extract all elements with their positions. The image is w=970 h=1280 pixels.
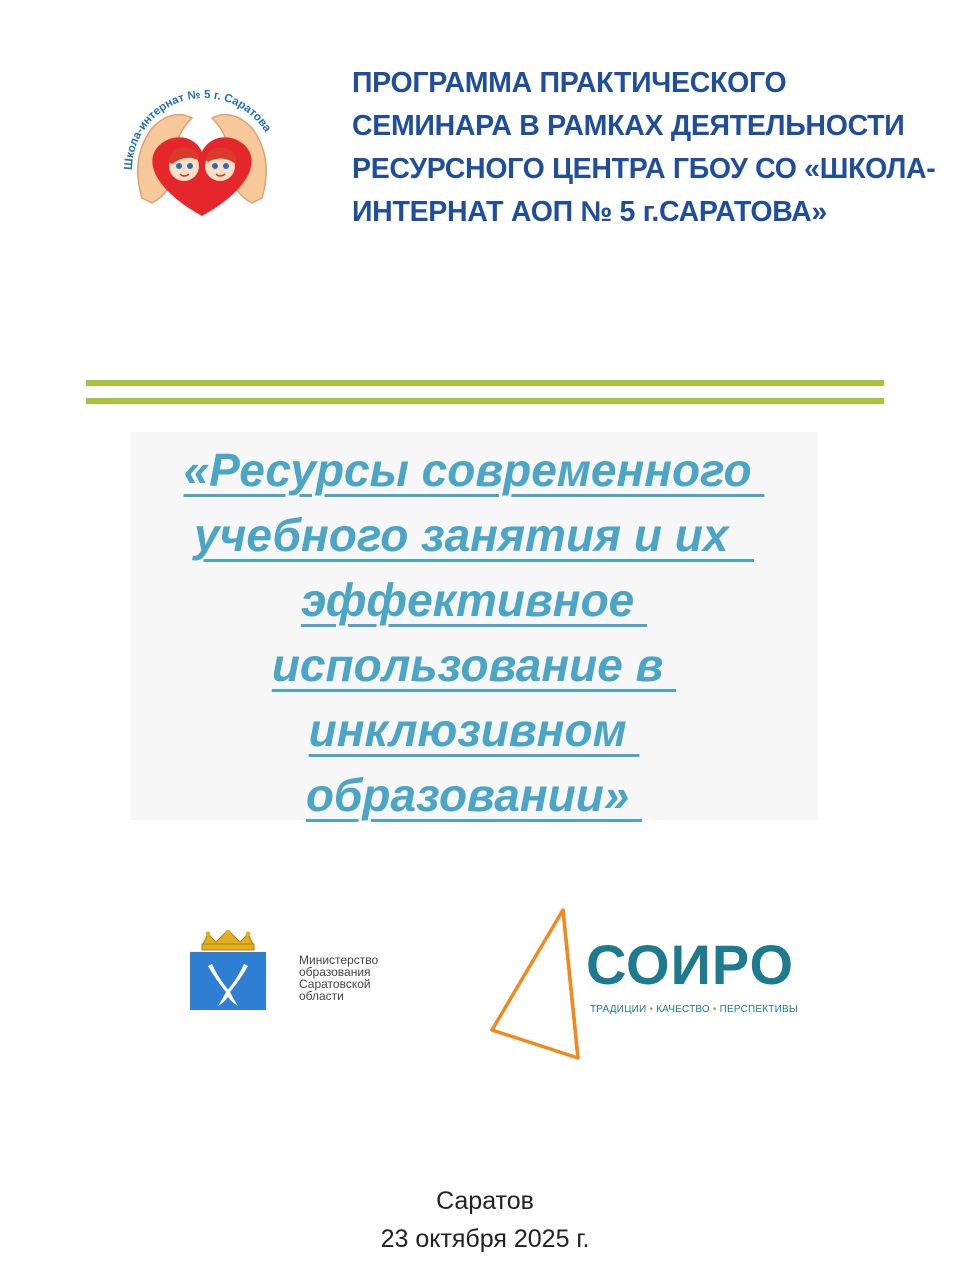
header-title-line: РЕСУРСНОГО ЦЕНТРА ГБОУ СО «ШКОЛА-	[352, 153, 936, 185]
slogan-dot-icon: •	[712, 1004, 720, 1015]
header-title-line: СЕМИНАРА В РАМКАХ ДЕЯТЕЛЬНОСТИ	[352, 110, 905, 142]
footer-date: 23 октября 2025 г.	[380, 1225, 590, 1253]
seminar-title-line: инклюзивном	[308, 704, 640, 756]
seminar-title-line: образовании»	[305, 769, 643, 821]
seminar-title-line: использование в	[271, 639, 677, 691]
divider-line	[86, 380, 884, 386]
seminar-title	[130, 438, 818, 828]
soiro-slogan	[590, 1004, 798, 1016]
slogan-dot-icon: •	[649, 1004, 657, 1015]
soiro-slogan-word: ПЕРСПЕКТИВЫ	[719, 1004, 798, 1015]
ministry-name-line: Саратовской	[299, 977, 371, 991]
school-logo	[112, 78, 292, 228]
header-title-line: ПРОГРАММА ПРАКТИЧЕСКОГО	[352, 67, 787, 99]
header-title-line: ИНТЕРНАТ АОП № 5 г.САРАТОВА»	[352, 196, 827, 228]
soiro-pyramid-icon	[488, 906, 598, 1064]
soiro-slogan-word: КАЧЕСТВО	[656, 1004, 710, 1015]
ministry-name-line: области	[299, 989, 344, 1003]
saratov-emblem-icon	[188, 930, 268, 1014]
seminar-title-line: «Ресурсы современного	[183, 444, 765, 496]
ministry-name-line: Министерство	[299, 953, 379, 967]
seminar-title-line: учебного занятия и их	[193, 509, 755, 561]
ministry-name-line: образования	[299, 965, 371, 979]
soiro-name: СОИРО	[586, 933, 795, 996]
seminar-title-line: эффективное	[300, 574, 648, 626]
header-title	[352, 62, 970, 234]
heart-icon	[152, 137, 251, 216]
school-logo-ring-text: Школа-интернат № 5 г. Саратова	[122, 88, 274, 171]
footer-city: Саратов	[436, 1187, 534, 1215]
divider-line	[86, 398, 884, 404]
footer	[0, 1182, 970, 1258]
soiro-slogan-word: ТРАДИЦИИ	[590, 1004, 647, 1015]
ministry-name	[299, 954, 439, 1002]
